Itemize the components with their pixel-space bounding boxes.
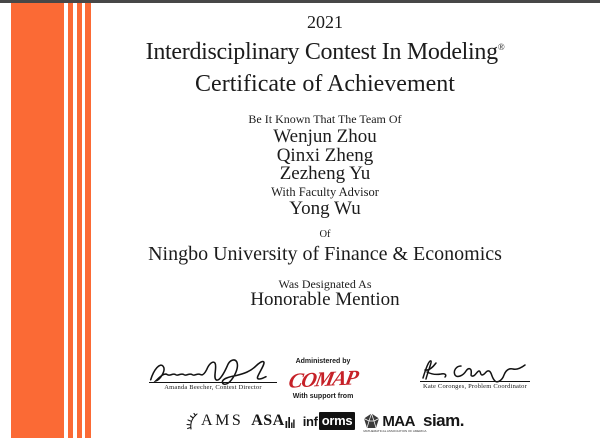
advisor-name: Yong Wu	[289, 198, 361, 219]
left-accent-bar	[11, 3, 64, 438]
comap-logo: COMAP	[286, 365, 360, 393]
maa-label: MAA	[382, 412, 415, 430]
advisor-intro: With Faculty Advisor	[271, 185, 379, 199]
signature-line	[149, 382, 277, 383]
team-intro: Be It Known That The Team Of	[248, 112, 402, 126]
of-label: Of	[319, 229, 331, 240]
with-support-from-label: With support from	[292, 393, 354, 400]
informs-boxed: orms	[319, 412, 356, 430]
certificate-subtitle: Certificate of Achievement	[195, 71, 455, 97]
problem-coordinator-signature-block	[414, 357, 536, 390]
asa-bars-icon	[285, 413, 295, 429]
amanda-signature-script-icon	[143, 358, 283, 385]
ams-fan-icon	[186, 412, 200, 431]
informs-logo	[303, 412, 356, 430]
asa-label: ASA	[251, 412, 285, 429]
contest-title-text: Interdisciplinary Contest In Modeling	[145, 39, 498, 65]
contest-director-signature-block	[138, 358, 288, 391]
left-accent-stripe-2	[77, 3, 82, 438]
registered-mark: ®	[497, 42, 505, 52]
contest-title	[90, 39, 560, 66]
informs-prefix: inf	[302, 413, 318, 429]
team-member-2: Qinxi Zheng	[276, 145, 374, 166]
left-accent-stripe-1	[68, 3, 73, 438]
siam-label: siam.	[422, 411, 464, 430]
team-member-1: Wenjun Zhou	[273, 126, 377, 147]
kate-signature-script-icon	[416, 357, 534, 383]
ams-label: AMS	[201, 412, 244, 429]
left-accent-stripe-3	[85, 3, 91, 438]
maa-logo	[363, 412, 427, 433]
administration-block	[277, 358, 369, 400]
maa-caption: MATHEMATICAL ASSOCIATION OF AMERICA	[363, 428, 427, 433]
signature-line	[420, 381, 530, 382]
administered-by-label: Administered by	[295, 358, 351, 365]
year: 2021	[307, 12, 343, 32]
maa-gem-icon	[363, 413, 380, 429]
institution-name: Ningbo University of Finance & Economics	[148, 243, 502, 265]
designation-intro: Was Designated As	[278, 277, 372, 291]
team-member-3: Zezheng Yu	[279, 163, 371, 184]
asa-logo	[251, 412, 295, 430]
contest-director-caption: Amanda Beecher, Contest Director	[164, 384, 262, 391]
sponsor-logos-row	[190, 407, 464, 435]
problem-coordinator-caption: Kate Coronges, Problem Coordinator	[423, 383, 527, 390]
ams-logo	[186, 412, 243, 431]
designation: Honorable Mention	[250, 289, 400, 310]
